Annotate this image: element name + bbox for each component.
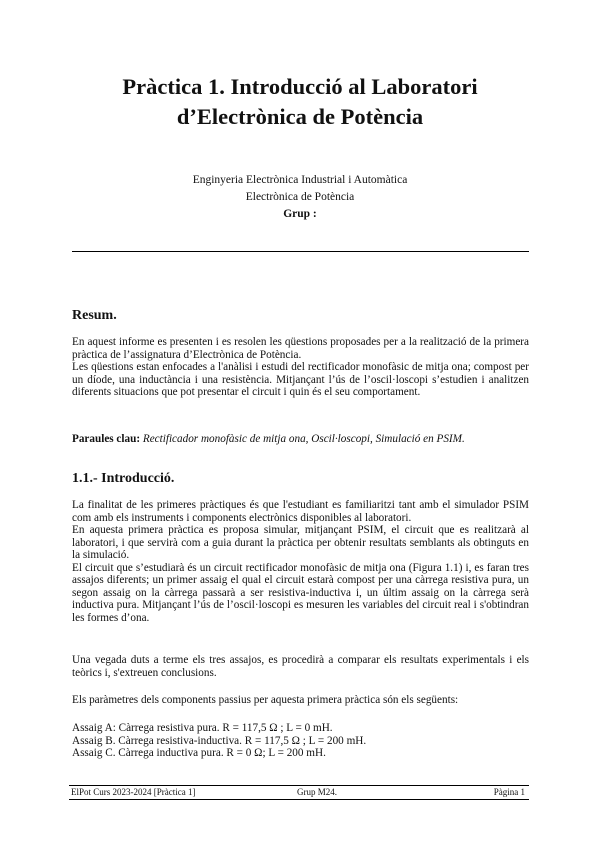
keywords <box>72 433 529 446</box>
intro-paragraph-4: Una vegada duts a terme els tres assajos, es procedirà a comparar els resultats experimentals i els teòrics i, s'extreuen conclusions. <box>72 654 529 679</box>
header-divider <box>72 251 529 252</box>
resum-body <box>72 336 529 399</box>
degree-name: Enginyeria Electrònica Industrial i Automàtica <box>192 174 408 186</box>
title-line-2: d’Electrònica de Potència <box>176 104 424 129</box>
footer-course: ElPot Curs 2023-2024 [Pràctica 1] <box>71 787 196 797</box>
intro-paragraph-5: Els paràmetres dels components passius per aquesta primera pràctica són els següents: <box>72 694 459 706</box>
document-title <box>60 72 540 132</box>
resum-paragraph-1: En aquest informe es presenten i es resolen les qüestions proposades per a la realització de la primera pràctica de l’assignatura d’Electrònica de Potència. <box>72 336 529 361</box>
intro-paragraph-3: El circuit que s’estudiarà és un circuit rectificador monofàsic de mitja ona (Figura 1.1) i, es faran tres assajos diferents; un primer assaig el qual el circuit estarà compost per una càrrega resistiva pura, un segon assaig on la càrrega passarà a ser resistiva-inductiva i, un últim assaig on la càrrega serà inductiva pura. Mitjançant l’ús de l’oscil·loscopi es mesuren les variables del circuit real i s'obtindran les formes d’ona. <box>72 561 529 624</box>
intro-paragraph-2: En aquesta primera pràctica es proposa simular, mitjançant PSIM, el circuit que es realitzarà al laboratori, i que servirà com a guia durant la pràctica per obtenir resultats semblants als obtinguts en la simulació. <box>72 524 529 561</box>
group-label: Grup : <box>283 208 317 220</box>
keywords-label: Paraules clau: <box>72 433 141 445</box>
footer-page-number: Pàgina 1 <box>493 787 525 797</box>
page-footer <box>69 785 529 800</box>
parameters-intro <box>72 694 529 707</box>
course-name: Electrònica de Potència <box>245 191 355 203</box>
test-list <box>72 722 529 760</box>
test-item-a: Assaig A: Càrrega resistiva pura. R = 117,5 Ω ; L = 0 mH. <box>72 722 333 734</box>
intro-conclusion-paragraph <box>72 654 529 679</box>
intro-paragraph-1: La finalitat de les primeres pràctiques és que l'estudiant es familiaritzi tant amb el simulador PSIM com amb els instruments i components electrònics disponibles al laboratori. <box>72 499 529 524</box>
test-item-b: Assaig B. Càrrega resistiva-inductiva. R = 117,5 Ω ; L = 200 mH. <box>72 734 367 747</box>
document-meta <box>60 172 540 223</box>
intro-body <box>72 499 529 624</box>
test-item-c: Assaig C. Càrrega inductiva pura. R = 0 Ω; L = 200 mH. <box>72 747 326 759</box>
resum-heading: Resum. <box>72 308 117 323</box>
footer-group: Grup M24. <box>297 787 337 797</box>
intro-heading: 1.1.- Introducció. <box>72 471 175 486</box>
resum-paragraph-2: Les qüestions estan enfocades a l'anàlisi i estudi del rectificador monofàsic de mitja ona; compost per un díode, una inductància i una resistència. Mitjançant l’ús de l’oscil·loscopi s’estudien i analitzen diferents situacions que pot presentar el circuit i quin és el seu comportament. <box>72 361 529 398</box>
title-line-1: Pràctica 1. Introducció al Laboratori <box>122 74 478 99</box>
keywords-text: Rectificador monofàsic de mitja ona, Oscil·loscopi, Simulació en PSIM. <box>142 433 465 445</box>
